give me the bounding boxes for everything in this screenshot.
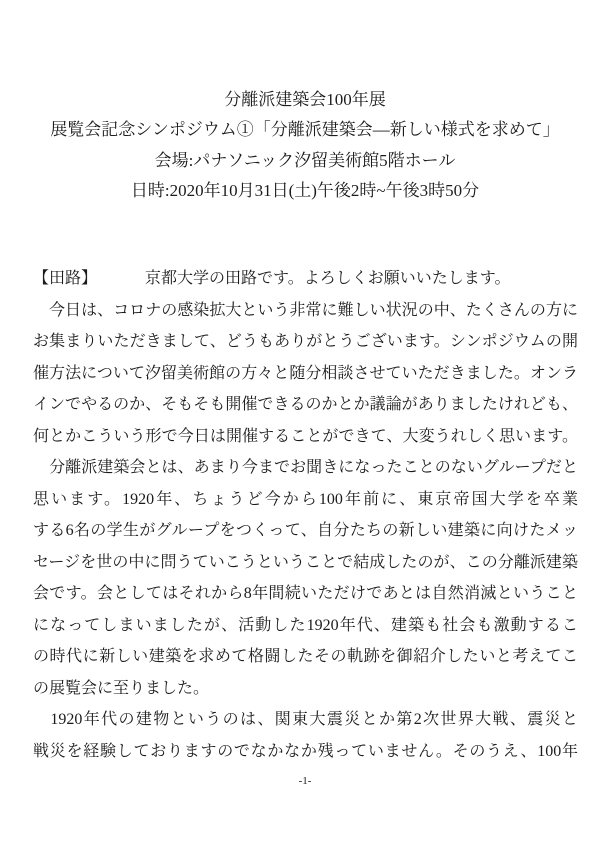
symposium-title: 展覧会記念シンポジウム①「分離派建築会―新しい様式を求めて」: [50, 120, 560, 140]
page-footer: [0, 774, 610, 788]
page-number: -1-: [298, 775, 312, 787]
transcript-line: する6名の学生がグループをつくって、自分たちの新しい建築に向けたメッ: [33, 522, 578, 539]
speaker-label: 【田路】: [33, 270, 98, 287]
transcript-line: 催方法について汐留美術館の方々と随分相談させていただきました。オンラ: [33, 364, 578, 382]
transcript-line: [33, 263, 578, 295]
exhibition-title: 分離派建築会100年展: [224, 90, 386, 109]
transcript-line: 何とかこういう形で今日は開催することができて、大変うれしく思います。: [33, 427, 578, 445]
transcript-line: になってしまいましたが、活動した1920年代、建築も社会も激動するこ: [33, 616, 578, 634]
transcript-line: 今日は、コロナの感染拡大という非常に難しい状況の中、たくさんの方に: [33, 301, 578, 319]
transcript-body: [33, 263, 578, 767]
venue-line: 会場:パナソニック汐留美術館5階ホール: [154, 150, 456, 170]
datetime-line: 日時:2020年10月31日(土)午後2時~午後3時50分: [130, 181, 480, 201]
transcript-line: 思います。1920年、ちょうど今から100年前に、東京帝国大学を卒業: [33, 490, 578, 508]
transcript-line: 戦災を経験しておりますのでなかなか残っていません。そのうえ、100年: [33, 742, 578, 760]
transcript-line: の時代に新しい建築を求めて格闘したその軌跡を御紹介したいと考えてこ: [33, 648, 578, 665]
transcript-text: 京都大学の田路です。よろしくお願いいたします。: [145, 270, 511, 287]
transcript-line: インでやるのか、そもそも開催できるのかとか議論がありましたけれども、: [33, 396, 578, 413]
transcript-line: 1920年代の建物というのは、関東大震災とか第2次世界大戦、震災と: [33, 711, 578, 728]
transcript-line: セージを世の中に問うていこうということで結成したのが、この分離派建築: [33, 553, 578, 571]
transcript-line: の展覧会に至りました。: [33, 679, 210, 697]
transcript-line: お集まりいただきまして、どうもありがとうございます。シンポジウムの開: [33, 333, 578, 350]
transcript-line: 分離派建築会とは、あまり今までお聞きになったことのないグループだと: [33, 459, 578, 476]
document-header: [0, 85, 610, 207]
transcript-line: 会です。会としてはそれから8年間続いただけであとは自然消滅ということ: [33, 585, 578, 602]
